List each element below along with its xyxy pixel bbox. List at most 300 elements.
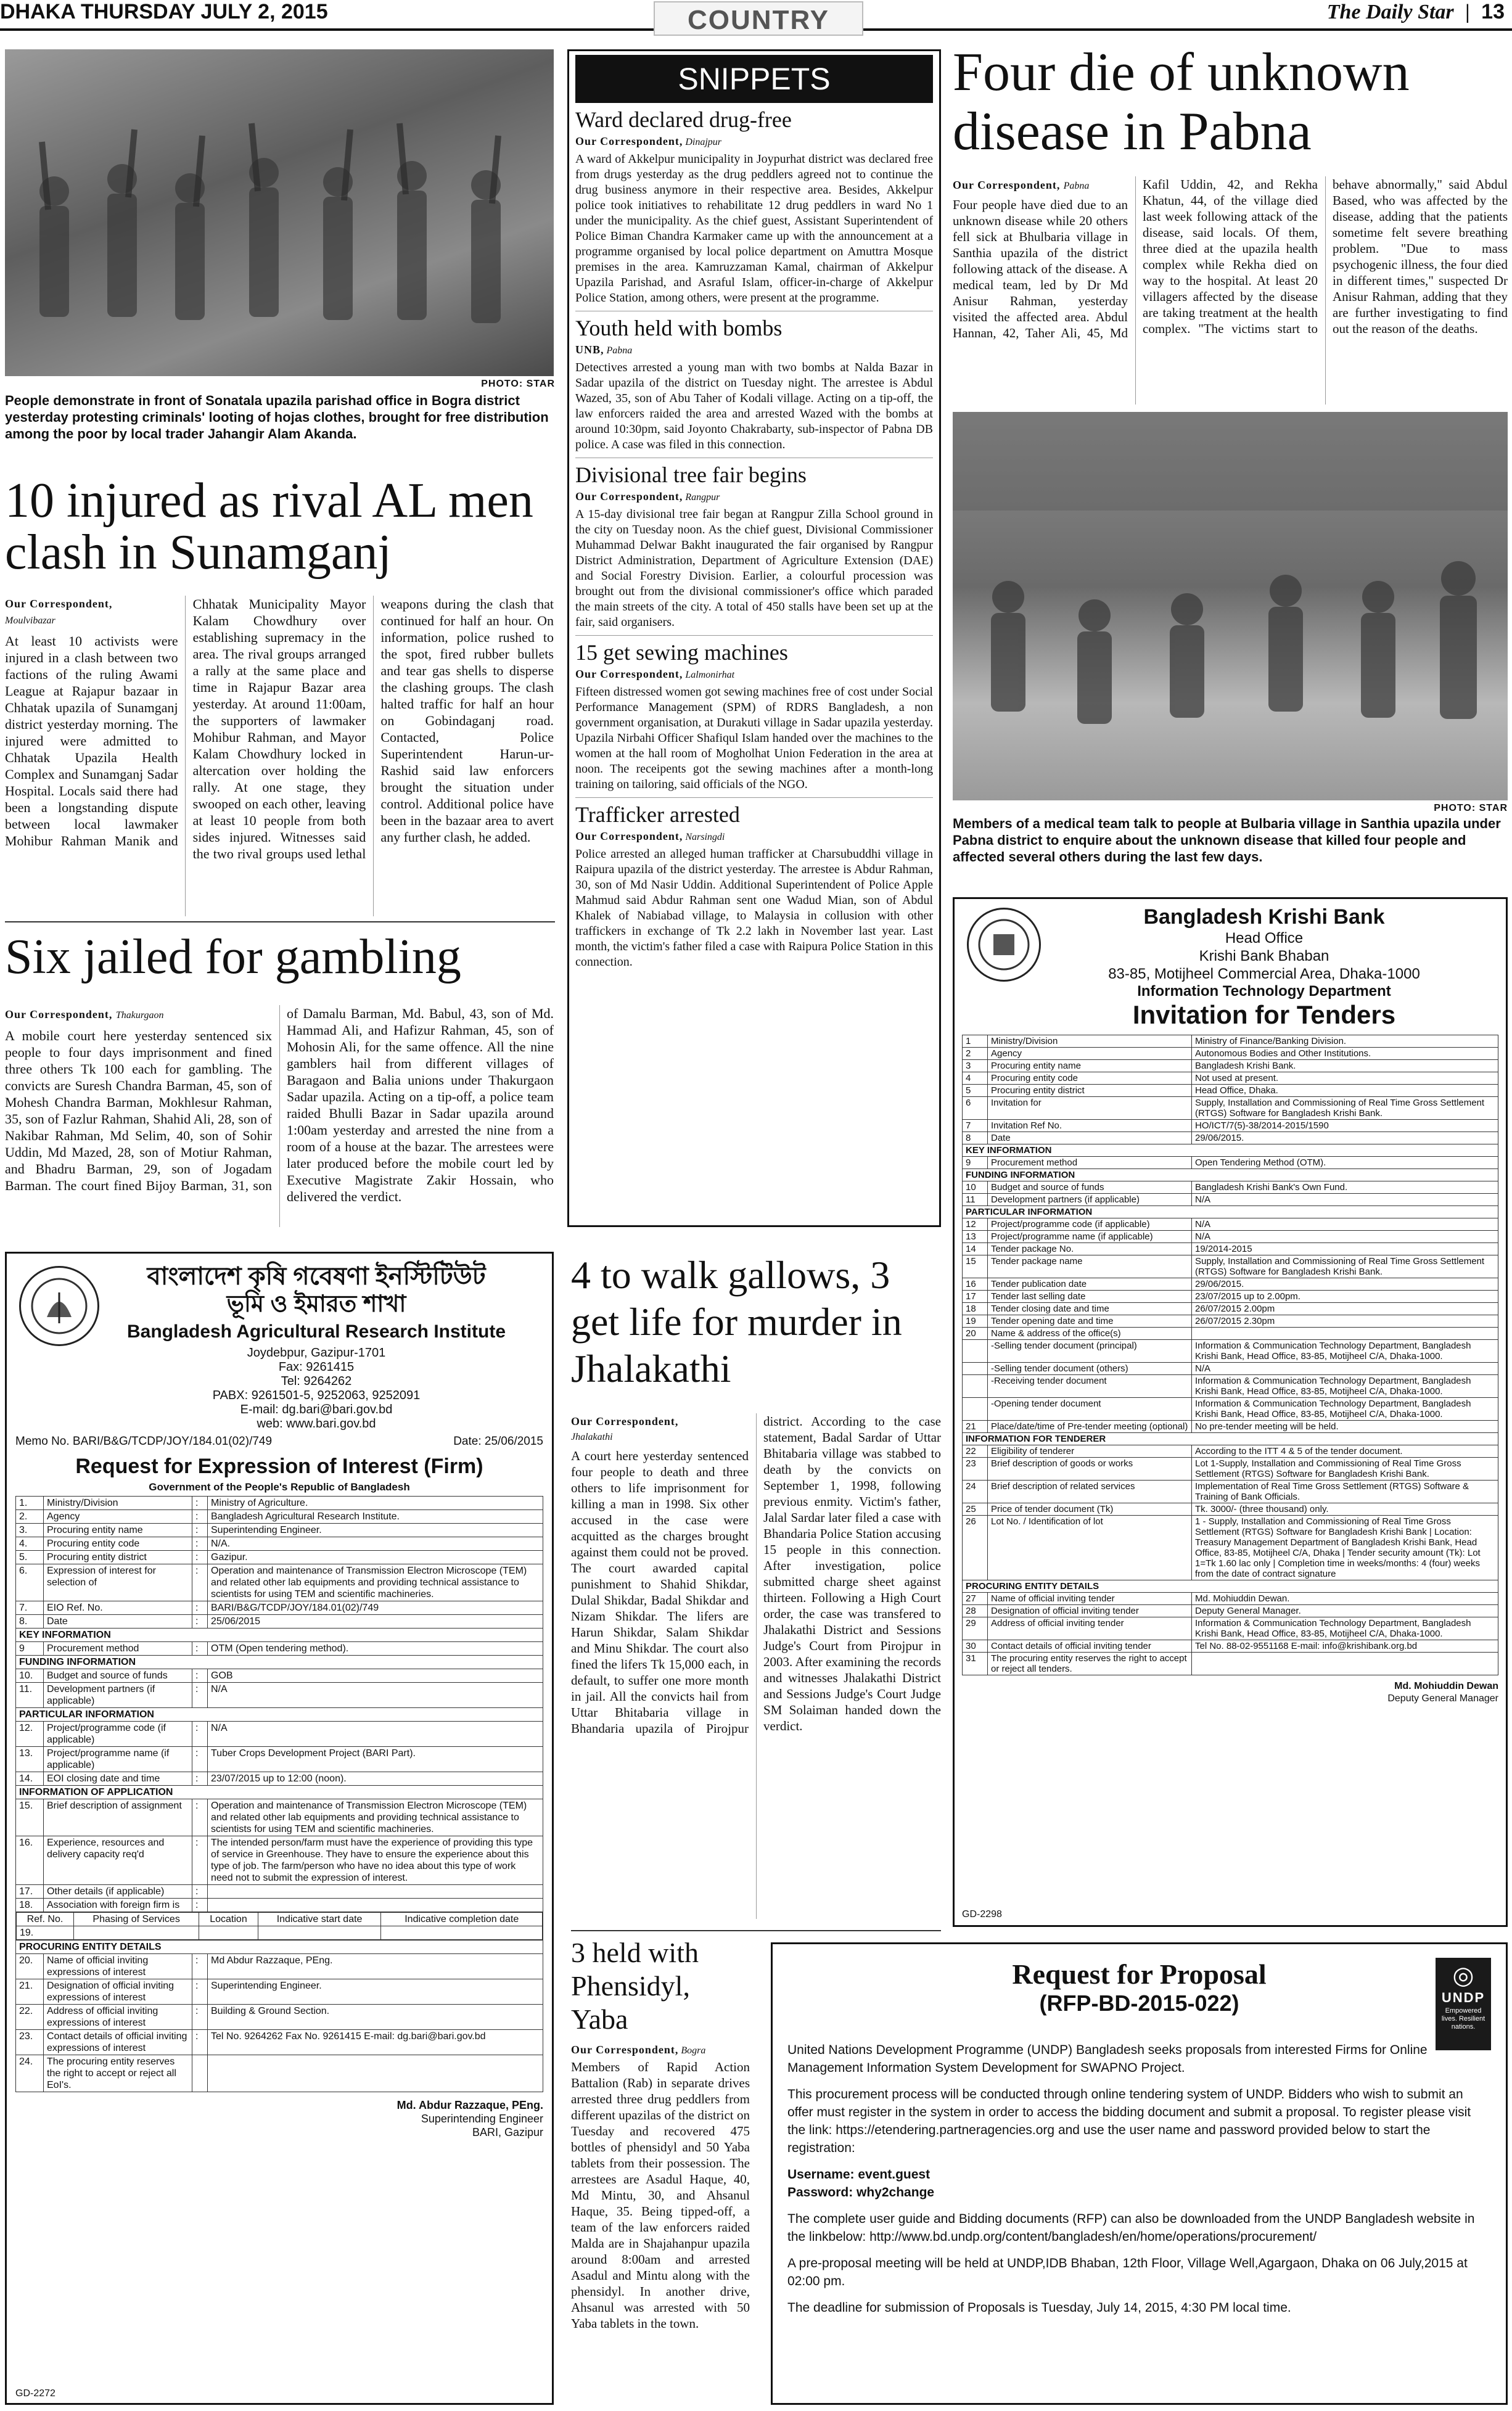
table-cell (192, 2055, 208, 2092)
table-row (963, 1132, 1498, 1144)
table-cell: 25/06/2015 (208, 1615, 543, 1629)
table-cell: Address of official inviting expressions of interest (44, 2005, 192, 2030)
table-cell: 17. (16, 1885, 44, 1899)
table-cell: Development partners (if applicable) (988, 1194, 1192, 1206)
table-row (16, 1537, 543, 1551)
bkb-logo (967, 908, 1041, 982)
table-cell: 8 (963, 1132, 988, 1144)
table-cell: Building & Ground Section. (208, 2005, 543, 2030)
undp-ref: (RFP-BD-2015-022) (1039, 1990, 1239, 2016)
table-cell: Gazipur. (208, 1551, 543, 1564)
photo2-caption: Members of a medical team talk to people at Bulbaria village in Santhia upazila under Pabna district to enquire about the unknown disease that killed four people and affected several others during the last few days. (953, 816, 1501, 865)
table-section-row (16, 1708, 543, 1722)
table-cell: N/A (1192, 1231, 1498, 1243)
table-cell: : (192, 1683, 208, 1708)
table-cell: -Selling tender document (principal) (988, 1340, 1192, 1363)
table-cell: : (192, 1642, 208, 1656)
table-cell: Lot No. / Identification of lot (988, 1516, 1192, 1580)
table-cell: Budget and source of funds (44, 1669, 192, 1683)
phasing-header-row (16, 1912, 543, 1941)
table-cell: : (192, 1954, 208, 1979)
photo1-credit: PHOTO: STAR (481, 379, 555, 389)
table-cell: 27 (963, 1593, 988, 1605)
table-cell (963, 1375, 988, 1398)
table-cell: 25 (963, 1503, 988, 1516)
table-row (963, 1481, 1498, 1503)
al-dateline: Moulvibazar (5, 615, 55, 626)
table-cell: 30 (963, 1640, 988, 1653)
table-cell: 28 (963, 1605, 988, 1617)
table-cell: : (192, 1722, 208, 1747)
table-row (963, 1328, 1498, 1340)
bari-code: GD-2272 (15, 2388, 55, 2399)
table-cell: 10. (16, 1669, 44, 1683)
table-cell: 26/07/2015 2.00pm (1192, 1303, 1498, 1315)
table-cell: 29 (963, 1617, 988, 1640)
undp-pass: Password: why2change (787, 2185, 935, 2199)
table-cell: 4 (963, 1072, 988, 1085)
snippet-title: 15 get sewing machines (575, 640, 788, 665)
snippets-box (567, 49, 941, 1227)
table-cell: Bangladesh Agricultural Research Institute. (208, 1510, 543, 1524)
table-cell: No pre-tender meeting will be held. (1192, 1421, 1498, 1433)
undp-rfp-ad (771, 1942, 1508, 2405)
table-cell: Head Office, Dhaka. (1192, 1085, 1498, 1097)
table-cell: Procuring entity name (988, 1060, 1192, 1072)
table-row (963, 1218, 1498, 1231)
table-cell: Procuring entity name (44, 1524, 192, 1537)
protest-photo (5, 49, 554, 376)
table-cell: 5. (16, 1551, 44, 1564)
snippets-label: SNIPPETS (575, 55, 933, 103)
table-cell: Name of official inviting tender (988, 1593, 1192, 1605)
table-cell: Project/programme name (if applicable) (988, 1231, 1192, 1243)
phasing-header-cell: Phasing of Services (73, 1913, 199, 1926)
table-cell: Supply, Installation and Commissioning of Real Time Gross Settlement (RTGS) Software for Bangladesh Krishi Bank. (1192, 1255, 1498, 1278)
table-cell: : (192, 1899, 208, 1912)
gallows-headline: 4 to walk gallows, 3 get life for murder in Jhalakathi (571, 1253, 902, 1390)
table-cell: 11 (963, 1194, 988, 1206)
table-cell (208, 1885, 543, 1899)
table-cell: : (192, 1537, 208, 1551)
table-cell: : (192, 1524, 208, 1537)
bari-sign-org: BARI, Gazipur (472, 2126, 543, 2138)
table-row (963, 1363, 1498, 1375)
table-cell: Information & Communication Technology Department, Bangladesh Krishi Bank, Head Office, 83-85, Motijheel C/A, Dhaka-1000. (1192, 1340, 1498, 1363)
table-cell: Other details (if applicable) (44, 1885, 192, 1899)
yaba-body: Members of Rapid Action Battalion (Rab) in separate drives arrested three drug peddlers from different upazilas of the district on Tuesday and recovered 475 bottles of phensidyl and 50 Yaba tablets from their possession. The arrestees are Asadul Haque, 40, Md Mintu, 30, and Ahsanul Haque, 35. Being tipped-off, a team of the law enforcers raided Malda are in Shajahanpur upazila around 8:00am and arrested Asadul and Mintu along with the phensidyl. In another drive, Ahsanul was arrested with 50 Yaba tablets in the town. (571, 2060, 750, 2331)
bari-sign-name: Md. Abdur Razzaque, PEng. (396, 2099, 543, 2111)
phasing-row-number: 19. (17, 1926, 74, 1940)
table-cell: : (192, 1799, 208, 1836)
table-row (963, 1231, 1498, 1243)
bari-logo (19, 1266, 99, 1346)
table-cell: : (192, 1564, 208, 1601)
undp-p3: The complete user guide and Bidding documents (RFP) can also be downloaded from the UNDP Bangladesh website in the linkbelow: http://www.bd.undp.org/content/bangladesh/en/home/operations/procurement/ (787, 2212, 1475, 2244)
bkb-line-2: Krishi Bank Bhaban (1199, 948, 1329, 964)
pabna-headline: Four die of unknown disease in Pabna (953, 43, 1410, 162)
table-cell: : (192, 1497, 208, 1510)
snippet-byline: Our Correspondent, (575, 135, 683, 147)
snippet-item (575, 797, 933, 970)
table-row (16, 1497, 543, 1510)
table-row (963, 1303, 1498, 1315)
table-row (963, 1445, 1498, 1458)
table-cell: : (192, 2005, 208, 2030)
table-cell: Designation of official inviting tender (988, 1605, 1192, 1617)
snippet-dateline: Pabna (606, 345, 633, 356)
table-row (963, 1516, 1498, 1580)
table-cell: 31 (963, 1653, 988, 1675)
table-cell: Procuring entity code (988, 1072, 1192, 1085)
table-cell: Bangladesh Krishi Bank's Own Fund. (1192, 1181, 1498, 1194)
gamble-byline: Our Correspondent, (5, 1008, 113, 1021)
table-row (16, 2030, 543, 2055)
table-row (963, 1048, 1498, 1060)
table-row (16, 1524, 543, 1537)
table-section-row (963, 1580, 1498, 1593)
table-cell: 23. (16, 2030, 44, 2055)
snippet-byline: Our Correspondent, (575, 830, 683, 842)
table-cell: 21. (16, 1979, 44, 2005)
table-row (963, 1315, 1498, 1328)
table-cell: 29/06/2015. (1192, 1278, 1498, 1291)
table-cell (208, 2055, 543, 2092)
table-row (963, 1120, 1498, 1132)
table-cell: : (192, 2030, 208, 2055)
gambling-story (5, 1005, 554, 1227)
snippet-dateline: Narsingdi (685, 832, 725, 842)
table-section-row (963, 1169, 1498, 1181)
table-row (963, 1593, 1498, 1605)
table-row (963, 1243, 1498, 1255)
table-row (963, 1653, 1498, 1675)
table-cell: Procuring entity district (44, 1551, 192, 1564)
snippet-item (575, 458, 933, 630)
table-cell: : (192, 1747, 208, 1772)
bari-addr-1: Joydebpur, Gazipur-1701 (247, 1346, 386, 1360)
table-cell: 14 (963, 1243, 988, 1255)
table-cell: 12 (963, 1218, 988, 1231)
table-cell: Designation of official inviting expressions of interest (44, 1979, 192, 2005)
gambling-headline: Six jailed for gambling (5, 930, 461, 984)
table-cell: 15. (16, 1799, 44, 1836)
table-cell: : (192, 1772, 208, 1786)
bari-memo: Memo No. BARI/B&G/TCDP/JOY/184.01(02)/749 (15, 1435, 273, 1448)
table-cell: Invitation Ref No. (988, 1120, 1192, 1132)
table-cell: 7 (963, 1120, 988, 1132)
table-cell: N/A (1192, 1363, 1498, 1375)
yaba-story (571, 2043, 750, 2405)
table-cell: N/A (208, 1683, 543, 1708)
table-cell: Information & Communication Technology Department, Bangladesh Krishi Bank, Head Office, 83-85, Motijheel C/A, Dhaka-1000. (1192, 1617, 1498, 1640)
table-cell (963, 1363, 988, 1375)
table-cell: -Receiving tender document (988, 1375, 1192, 1398)
table-cell: 17 (963, 1291, 988, 1303)
table-cell: Budget and source of funds (988, 1181, 1192, 1194)
table-cell: : (192, 1979, 208, 2005)
table-cell: Date (988, 1132, 1192, 1144)
table-row (16, 1799, 543, 1836)
table-cell: 23/07/2015 up to 2.00pm. (1192, 1291, 1498, 1303)
table-cell: Agency (988, 1048, 1192, 1060)
table-cell: Brief description of related services (988, 1481, 1192, 1503)
table-cell: Superintending Engineer. (208, 1979, 543, 2005)
undp-logo (1436, 1958, 1491, 2050)
medical-team-figures (953, 412, 1508, 800)
table-cell: N/A. (208, 1537, 543, 1551)
snippet-title: Trafficker arrested (575, 802, 740, 827)
table-cell: Superintending Engineer. (208, 1524, 543, 1537)
snippet-body: Detectives arrested a young man with two bombs at Nalda Bazar in Sadar upazila of the district on Tuesday night. The arrestee is Abdul Wazed, 35, son of Abu Taher of Kodali village. Acting on a tip-off, the law enforcers raided the area and arrested Wazed with the bombs at around 10:30pm, said Joyonto Chakrabarty, sub-inspector of Pabna DB police. A case was filed in this connection. (575, 361, 933, 451)
bkb-heading: Invitation for Tenders (1132, 1000, 1396, 1029)
table-row (16, 1510, 543, 1524)
table-cell: OTM (Open tendering method). (208, 1642, 543, 1656)
table-cell: 24. (16, 2055, 44, 2092)
pabna-dateline: Pabna (1063, 181, 1090, 191)
bari-table (15, 1496, 543, 2092)
table-cell: 3. (16, 1524, 44, 1537)
bari-addr-6: web: www.bari.gov.bd (257, 1417, 376, 1431)
table-cell: Procuring entity district (988, 1085, 1192, 1097)
bari-addr-5: E-mail: dg.bari@bari.gov.bd (240, 1403, 393, 1416)
table-cell: 19 (963, 1315, 988, 1328)
table-cell: Development partners (if applicable) (44, 1683, 192, 1708)
table-row (16, 1772, 543, 1786)
table-cell: : (192, 1885, 208, 1899)
table-row (963, 1255, 1498, 1278)
table-cell: The intended person/farm must have the experience of providing this type of service in Greenhouse. They have to ensure the experience about this type of job. The farm/person who have no idea about this type of work need not to submit the expression of interest. (208, 1836, 543, 1885)
table-section-row (16, 1656, 543, 1669)
table-cell: Md Abdur Razzaque, PEng. (208, 1954, 543, 1979)
table-cell: Procurement method (988, 1157, 1192, 1169)
table-cell: Md. Mohiuddin Dewan. (1192, 1593, 1498, 1605)
table-cell: Expression of interest for selection of (44, 1564, 192, 1601)
table-cell: N/A (208, 1722, 543, 1747)
table-cell: 22. (16, 2005, 44, 2030)
table-section-label: FUNDING INFORMATION (16, 1656, 543, 1669)
table-cell: Brief description of goods or works (988, 1458, 1192, 1481)
bkb-dept: Information Technology Department (1137, 983, 1391, 1000)
table-row (16, 1683, 543, 1708)
table-cell: 26/07/2015 2.30pm (1192, 1315, 1498, 1328)
snippet-item (575, 311, 933, 453)
bari-gov: Government of the People's Republic of Bangladesh (149, 1481, 410, 1493)
section-label: COUNTRY (688, 5, 829, 35)
table-cell: Brief description of assignment (44, 1799, 192, 1836)
table-cell: Association with foreign firm is (44, 1899, 192, 1912)
bari-eoi-ad (5, 1252, 554, 2405)
table-cell: Ministry of Agriculture. (208, 1497, 543, 1510)
table-cell: 6 (963, 1097, 988, 1120)
table-cell: 16. (16, 1836, 44, 1885)
table-cell: Ministry/Division (988, 1035, 1192, 1048)
yaba-dateline: Bogra (681, 2045, 706, 2056)
table-cell: Experience, resources and delivery capacity req'd (44, 1836, 192, 1885)
al-clash-story (5, 596, 554, 916)
snippet-item (575, 107, 933, 306)
table-row (16, 1747, 543, 1772)
table-cell: Tuber Crops Development Project (BARI Part). (208, 1747, 543, 1772)
phasing-header-cell: Indicative start date (258, 1913, 381, 1926)
gallows-story (571, 1413, 941, 1919)
table-section-row (16, 1941, 543, 1954)
bkb-logo-emblem (969, 910, 1039, 980)
photo1-caption: People demonstrate in front of Sonatala upazila parishad office in Bogra district yesterday protesting criminals' looting of hojas clothes, brought for free distribution among the poor by local trader Jahangir Alam Akanda. (5, 393, 549, 442)
table-section-row (16, 1629, 543, 1642)
table-cell: 14. (16, 1772, 44, 1786)
gamble-body: A mobile court here yesterday sentenced six people to four days imprisonment and fined three others Tk 100 each for gambling. The convicts are Suresh Chandra Barman, 45, son of Mohesh Chandra Barman, Mokhlesur Rahman, 35, son of Fazlur Rahman, Shahid Ali, 28, son of Nakibar Rahman, Md Selim, 40, son of Sohir Uddin, Md Mazed, 28, son of Motiur Rahman, and Bhadru Barman, 29, son of Jogadam Barman. The court fined Bijoy Barman, 31, son of Damalu Barman, Md. Babul, 43, son of Md. Hammad Ali, and Hafizur Rahman, 45, son of Mohosin Ali, for the same offence. All the nine gamblers hail from different villages of Baragaon and Balia unions under Thakurgaon Sadar upazila. Acting on a tip-off, a police team raided Bhulli Bazar in Sadar upazila around 1:00am yesterday and arrested the nine from a room of a house at the bazar. The arrestees were later produced before the mobile court led by Executive Magistrate Zakir Hossain, who delivered the verdict. (5, 1006, 554, 1204)
table-row (16, 1885, 543, 1899)
table-cell: Project/programme code (if applicable) (988, 1218, 1192, 1231)
table-cell: Place/date/time of Pre-tender meeting (optional) (988, 1421, 1192, 1433)
table-cell: EIO Ref. No. (44, 1601, 192, 1615)
table-cell: 10 (963, 1181, 988, 1194)
table-cell: Procuring entity code (44, 1537, 192, 1551)
al-byline: Our Correspondent, (5, 598, 113, 610)
al-clash-headline: 10 injured as rival AL men clash in Sunamganj (5, 474, 533, 580)
snippet-title: Ward declared drug-free (575, 107, 792, 132)
bkb-code: GD-2298 (962, 1909, 1002, 1920)
table-cell: 19/2014-2015 (1192, 1243, 1498, 1255)
table-cell: Not used at present. (1192, 1072, 1498, 1085)
table-cell: Date (44, 1615, 192, 1629)
table-row (963, 1291, 1498, 1303)
table-cell: Tender publication date (988, 1278, 1192, 1291)
undp-title: Request for Proposal (1012, 1958, 1267, 1990)
undp-p5: The deadline for submission of Proposals is Tuesday, July 14, 2015, 4:30 PM local time. (787, 2301, 1291, 2315)
table-cell: Procurement method (44, 1642, 192, 1656)
bari-addr-4: PABX: 9261501-5, 9252063, 9252091 (212, 1389, 421, 1402)
bari-en-title: Bangladesh Agricultural Research Institute (126, 1321, 506, 1342)
gallows-body: A court here yesterday sentenced four people to death and three others to life imprisonment for killing a man in 1998. Six other accused in the case were acquitted as the charges brought against them could not be proved. The court awarded capital punishment to Shahid Shikdar, Dulal Shikdar, Badal Shikdar and Nizam Shikdar. The lifers are Harun Shikdar, Salam Shikdar and Minu Shikdar. The court also fined the lifers Tk 15,000 each, in default, to suffer one more month in jail. All the convicts hail from Uttar Bhitabaria village in Bhandaria upazila of Pirojpur district. According to the case statement, Badal Sardar of Uttar Bhitabaria village was stabbed to death by the convicts on September 1, 1998, following previous enmity. Victim's father, Jalal Sardar later filed a case with Bhandaria Police Station accusing 15 people in this connection. After investigation, police submitted charge sheet against thirteen. Following a High Court order, the case was transfered to Jhalakathi District and Sessions Judge's Court from Pirojpur in 2003. After examining the records and witnesses Jhalakathi District and Sessions Judge's Court Judge SM Solaiman handed down the verdict. (571, 1414, 941, 1736)
table-cell: 4. (16, 1537, 44, 1551)
header-rule-right (863, 28, 1512, 31)
bkb-line-1: Head Office (1225, 930, 1304, 947)
photo2-credit: PHOTO: STAR (1434, 803, 1508, 813)
table-section-label: INFORMATION FOR TENDERER (963, 1433, 1498, 1445)
table-row (16, 2005, 543, 2030)
table-cell: 5 (963, 1085, 988, 1097)
table-row (963, 1605, 1498, 1617)
table-cell: 20. (16, 1954, 44, 1979)
bkb-sign-name: Md. Mohiuddin Dewan (1394, 1681, 1498, 1691)
table-row (963, 1375, 1498, 1398)
table-cell: Tk. 3000/- (three thousand) only. (1192, 1503, 1498, 1516)
table-cell: The procuring entity reserves the right to accept or reject all tenders. (988, 1653, 1192, 1675)
gallows-byline: Our Correspondent, (571, 1415, 679, 1427)
table-cell: 21 (963, 1421, 988, 1433)
masthead-page: The Daily Star | 13 (1326, 0, 1505, 23)
snippet-dateline: Dinajpur (685, 137, 722, 147)
undp-p4: A pre-proposal meeting will be held at UNDP,IDB Bhaban, 12th Floor, Village Well,Agargaon, Dhaka on 06 July,2015 at 02:00 pm. (787, 2256, 1468, 2288)
table-cell: 9 (16, 1642, 44, 1656)
table-row (963, 1072, 1498, 1085)
table-row (16, 1601, 543, 1615)
table-cell: Project/programme name (if applicable) (44, 1747, 192, 1772)
table-cell: Tender package No. (988, 1243, 1192, 1255)
table-section-row (963, 1206, 1498, 1218)
pabna-body: Four people have died due to an unknown disease while 20 others fell sick at Bhulbaria village in Santhia upazila of the district following attack of the disease. A medical team, led by Dr Md Anisur Rahman, yesterday visited the affected area. Abdul Hannan, 42, Taher Ali, 45, Md Kafil Uddin, 42, and Rekha Khatun, 44, of the village died last week following attack of the disease, said locals. Of them, three died at the upazila health complex while Rekha died on way to the hospital. At least 20 villagers affected by the disease are taking treatment at the health complex. "The victims start to behave abnormally," said Abdul Based, who was affected by the disease, adding that the patients sometime felt severe breathing problem. "Due to mass psychogenic illness, the four died in different times," suspected Dr Anisur Rahman, adding that they are further investigating to find out the reason of the deaths. (953, 177, 1508, 340)
table-cell: Operation and maintenance of Transmission Electron Microscope (TEM) and related other lab equipments and providing technical assistance to scientists for using TEM and scientific machineries. (208, 1799, 543, 1836)
snippet-body: A 15-day divisional tree fair began at Rangpur Zilla School ground in the city on Tuesday noon. As the chief guest, Divisional Commissioner Muhammad Delwar Bakht inaugurated the fair organised by Rangpur District Administration, Department of Agriculture Extension (DAE) and Social Forestry Division. Earlier, a colourful procession was brought out from the divisional commissioner's office which paraded the main streets of the city. A total of 450 stalls have been set up at the fair, said organisers. (575, 507, 933, 629)
table-cell: 1 - Supply, Installation and Commissioning of Real Time Gross Settlement (RTGS) Software for Bangladesh Krishi Bank | Location: Treasury Management Department of Bangladesh Krishi Bank, Head Office, 83-85, Motijheel C/A, Dhaka | Tender security amount (Tk): Lot 1=Tk 1.60 lac only | Completion time in weeks/months: 4 (four) weeks from the date of contract signature (1192, 1516, 1498, 1580)
table-cell: 13. (16, 1747, 44, 1772)
table-cell: Eligibility of tenderer (988, 1445, 1192, 1458)
table-cell: 18. (16, 1899, 44, 1912)
table-section-label: PARTICULAR INFORMATION (963, 1206, 1498, 1218)
table-cell: -Selling tender document (others) (988, 1363, 1192, 1375)
undp-user: Username: event.guest (787, 2167, 931, 2182)
table-row (16, 1954, 543, 1979)
bkb-sign-title: Deputy General Manager (1387, 1693, 1498, 1704)
table-cell (1192, 1653, 1498, 1675)
table-cell: : (192, 1836, 208, 1885)
table-cell: 9 (963, 1157, 988, 1169)
yaba-byline: Our Correspondent, (571, 2043, 679, 2056)
snippet-byline: Our Correspondent, (575, 490, 683, 503)
table-cell: 23 (963, 1458, 988, 1481)
table-row (963, 1278, 1498, 1291)
table-cell: 18 (963, 1303, 988, 1315)
table-cell (208, 1899, 543, 1912)
phasing-header-cell: Indicative completion date (381, 1913, 543, 1926)
table-cell (963, 1398, 988, 1421)
medical-team-photo (953, 412, 1508, 800)
bkb-line-3: 83-85, Motijheel Commercial Area, Dhaka-1000 (1108, 966, 1420, 982)
table-cell: 2. (16, 1510, 44, 1524)
table-row (963, 1181, 1498, 1194)
table-cell: Deputy General Manager. (1192, 1605, 1498, 1617)
bari-heading: Request for Expression of Interest (Firm) (75, 1455, 483, 1478)
table-row (16, 1722, 543, 1747)
table-cell: Information & Communication Technology Department, Bangladesh Krishi Bank, Head Office, 83-85, Motijheel C/A, Dhaka-1000. (1192, 1375, 1498, 1398)
gallows-dateline: Jhalakathi (571, 1432, 613, 1442)
table-row (963, 1194, 1498, 1206)
table-row (963, 1503, 1498, 1516)
bari-date: Date: 25/06/2015 (453, 1435, 543, 1448)
table-row (16, 1836, 543, 1885)
table-cell: 6. (16, 1564, 44, 1601)
bari-bn-sub: ভূমি ও ইমারত শাখা (226, 1291, 406, 1317)
table-cell: Invitation for (988, 1097, 1192, 1120)
snippets-list (575, 107, 933, 970)
edition-line: DHAKA THURSDAY JULY 2, 2015 (0, 0, 328, 23)
table-cell: Tender opening date and time (988, 1315, 1192, 1328)
snippet-body: A ward of Akkelpur municipality in Joypurhat district was declared free from drugs yesterday as the drug peddlers agreed not to continue the drug business anymore in their respective area. Besides, Akkelpur police took initiatives to rehabilitate 12 drug peddlers in ward No 1 under the municipality. As the chief guest, Assistant Superintendent of Police Biman Chandra Karmaker came up with the announcement at a programme organised by local police department on Amuttra Mosque premises in the area. Kamruzzaman Kamal, chairman of Akkelpur Upazila Parishad, and Asraful Islam, officer-in-charge of Akkelpur Police Station, among others, were present at the programme. (575, 152, 933, 305)
bari-addr-2: Fax: 9261415 (278, 1360, 355, 1374)
table-row (963, 1340, 1498, 1363)
phasing-header-cell: Ref. No. (17, 1913, 74, 1926)
pabna-story (953, 176, 1508, 405)
table-cell: 26 (963, 1516, 988, 1580)
table-row (963, 1421, 1498, 1433)
table-cell: 13 (963, 1231, 988, 1243)
snippet-body: Fifteen distressed women got sewing machines free of cost under Social Performance Management (SPM) of RDRS Bangladesh, a non government organisation, at Durakuti village in Sadar upazila yesterday. Upazila Nirbahi Officer Shafiqul Islam handed over the machines to the women at the hall room of Mogholhat Union Federation in the area at noon. The receipents got the sewing machines after a month-long training on tailoring, said officials of the NGO. (575, 685, 933, 791)
table-cell: Open Tendering Method (OTM). (1192, 1157, 1498, 1169)
header-rule-left (0, 28, 654, 31)
table-cell: 22 (963, 1445, 988, 1458)
bari-sign-title: Superintending Engineer (421, 2113, 543, 2125)
table-cell: 12. (16, 1722, 44, 1747)
globe-icon: ◎ (1452, 1962, 1474, 1989)
bkb-name: Bangladesh Krishi Bank (1143, 905, 1385, 929)
table-cell: Project/programme code (if applicable) (44, 1722, 192, 1747)
table-cell: HO/ICT/7(5)-38/2014-2015/1590 (1192, 1120, 1498, 1132)
table-cell: : (192, 1615, 208, 1629)
table-cell: 16 (963, 1278, 988, 1291)
table-cell: Tel No. 88-02-9551168 E-mail: info@krishibank.org.bd (1192, 1640, 1498, 1653)
